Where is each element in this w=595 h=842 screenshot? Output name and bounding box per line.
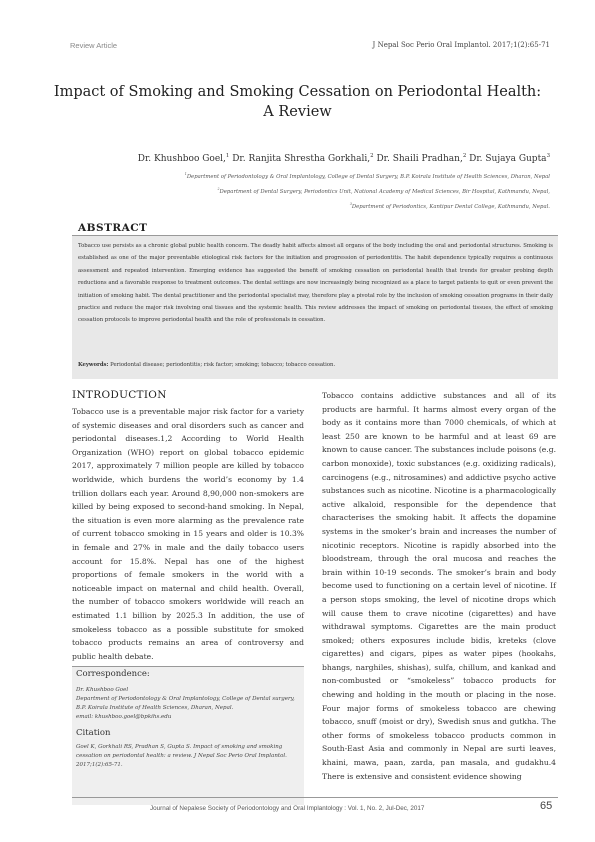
affiliation-line	[50, 198, 550, 213]
footer-divider	[72, 797, 558, 798]
citation-heading: Citation	[76, 728, 111, 738]
correspondence-email: email: khushboo.goel@bpkihs.edu	[76, 714, 172, 720]
correspondence-name: Dr. Khushboo Goel	[76, 687, 129, 693]
article-title	[40, 82, 555, 122]
affiliation-text: Department of Periodontics, Kantipur Dental College, Kathmandu, Nepal.	[351, 203, 550, 210]
affiliations	[50, 168, 550, 213]
author-affiliation-mark: 2	[370, 153, 374, 159]
affiliation-mark: 1	[184, 172, 187, 176]
title-line-1: Impact of Smoking and Smoking Cessation on Periodontal Health:	[53, 84, 542, 100]
author-name: Dr. Khushboo Goel,	[137, 154, 226, 164]
introduction-heading: INTRODUCTION	[72, 389, 167, 401]
affiliation-line	[50, 183, 550, 198]
affiliation-mark: 3	[349, 201, 352, 206]
affiliation-mark: 2	[217, 186, 220, 191]
abstract-text: Tobacco use persists as a chronic global public health concern. The deadly habit affects almost all organs of the body including the oral and periodontal structures. Smoking is established as one of the major preventable etiological risk factors for the initiation and progression of periodontitis. The habit dependence typically requires a continuous assessment and repeated intervention. Emerging evidence has suggested the benefit of smoking cessation on periodontal health that trends for greater probing depth reductions and a favorable response to treatment outcomes. The dental settings are now increasingly being recognized as a place to target patients to quit or even prevent the initiation of smoking habit. The dental practitioner and the periodontal specialist may, therefore play a pivotal role by the inclusion of smoking cessation programs in their daily practice and reduce the major risk involving oral tissues and the systemic health. This review addresses the impact of smoking on periodontal tissues, the effect of smoking cessation protocols to improve periodontal health and the role of professionals in cessation.	[78, 243, 553, 324]
author-list	[138, 153, 550, 164]
author-affiliation-mark: 1	[225, 153, 230, 159]
author-name: Dr. Sujaya Gupta	[469, 154, 547, 164]
article-type-label: Review Article	[70, 41, 118, 50]
keywords-label: Keywords:	[78, 362, 109, 368]
author-name: Dr. Ranjita Shrestha Gorkhali,	[232, 154, 371, 164]
affiliation-text: Department of Periodontology & Oral Implantology, College of Dental Surgery, B.P. Koirala Institute of Health Sciences, Dharan, Nepal	[186, 173, 550, 180]
author-affiliation-mark: 2	[462, 153, 467, 159]
correspondence-details	[76, 686, 298, 722]
correspondence-dept: Department of Periodontology & Oral Implantology, College of Dental surgery, B.P. Koirala Institute of Health Sciences, Dharan, Nepal.	[76, 696, 295, 711]
affiliation-line	[50, 168, 550, 183]
keywords	[78, 362, 553, 368]
affiliation-text: Department of Dental Surgery, Periodontics Unit, National Academy of Medical Sciences, Bir Hospital, Kathmandu, Nepal,	[219, 188, 550, 195]
title-line-2: A Review	[263, 104, 332, 120]
abstract-heading: ABSTRACT	[78, 222, 148, 234]
right-column-text: Tobacco contains addictive substances and all of its products are harmful. It harms almost every organ of the body as it contains more than 7000 chemicals, of which at least 250 are known to be harmful and at least 69 are known to cause cancer. The substances include poisons (e.g. carbon monoxide), toxic substances (e.g. oxidizing radicals), carcinogens (e.g., nitrosamines) and addictive psycho active substances such as nicotine. Nicotine is a pharmacologically active alkaloid, responsible for the dependence that characterises the smoking habit. It affects the dopamine systems in the smoker’s brain and increases the number of nicotinic receptors. Nicotine is rapidly absorbed into the bloodstream, through the oral mucosa and reaches the brain within 10-19 seconds. The smoker’s brain and body become used to functioning on a certain level of nicotine. If a person stops smoking, the level of nicotine drops which will cause them to crave nicotine (cigarettes) and have withdrawal symptoms. Cigarettes are the main product smoked; others exposures include bidis, kreteks (clove cigarettes) and cigars, pipes as water pipes (hookahs, bhangs, narghiles, shishas), sulfa, chillum, and kankad and non-combusted or “smokeless” tobacco products for chewing and holding in the mouth or placing in the nose. Four major forms of smokeless tobacco are chewing tobacco, snuff (moist or dry), Swedish snus and gutkha. The other forms of smokeless tobacco products common in South-East Asia and commonly in Nepal are surti leaves, khaini, mawa, paan, zarda, pan masala, and gudakhu.4 There is extensive and consistent evidence showing	[322, 391, 556, 781]
journal-citation-header: J Nepal Soc Perio Oral Implantol. 2017;1(2):65-71	[372, 41, 550, 49]
citation-text: Goel K, Gorkhali RS, Pradhan S, Gupta S. Impact of smoking and smoking cessation on periodontal health: a review. J Nepal Soc Perio Oral Implantol. 2017;1(2):65-71.	[76, 744, 287, 769]
author-affiliation-mark: 3	[546, 153, 550, 159]
correspondence-heading: Correspondence:	[76, 669, 150, 679]
footer-journal: Journal of Nepalese Society of Periodontology and Oral Implantology : Vol. 1, No. 2, Jul-Dec, 2017	[150, 805, 425, 812]
introduction-text: Tobacco use is a preventable major risk factor for a variety of systemic diseases and oral disorders such as cancer and periodontal diseases.1,2 According to World Health Organization (WHO) report on global tobacco epidemic 2017, approximately 7 million people are killed by tobacco worldwide, which burdens the world’s economy by 1.4 trillion dollars each year. Around 8,90,000 non-smokers are killed by being exposed to second-hand smoking. In Nepal, the situation is even more alarming as the prevalence rate of current tobacco smoking in 15 years and older is 10.3% in female and 27% in male and the daily tobacco users account for 15.8%. Nepal has one of the highest proportions of female smokers in the world with a noticeable impact on maternal and child health. Overall, the number of tobacco smokers worldwide will reach an estimated 1.1 billion by 2025.3 In addition, the use of smokeless tobacco as a possible substitute for smoked tobacco products remains an area of controversy and public health debate.	[72, 407, 304, 661]
page-number: 65	[540, 800, 553, 812]
author-name: Dr. Shaili Pradhan,	[376, 154, 463, 164]
keywords-list: Periodontal disease; periodontitis; risk factor; smoking; tobacco; tobacco cessation.	[108, 362, 336, 368]
